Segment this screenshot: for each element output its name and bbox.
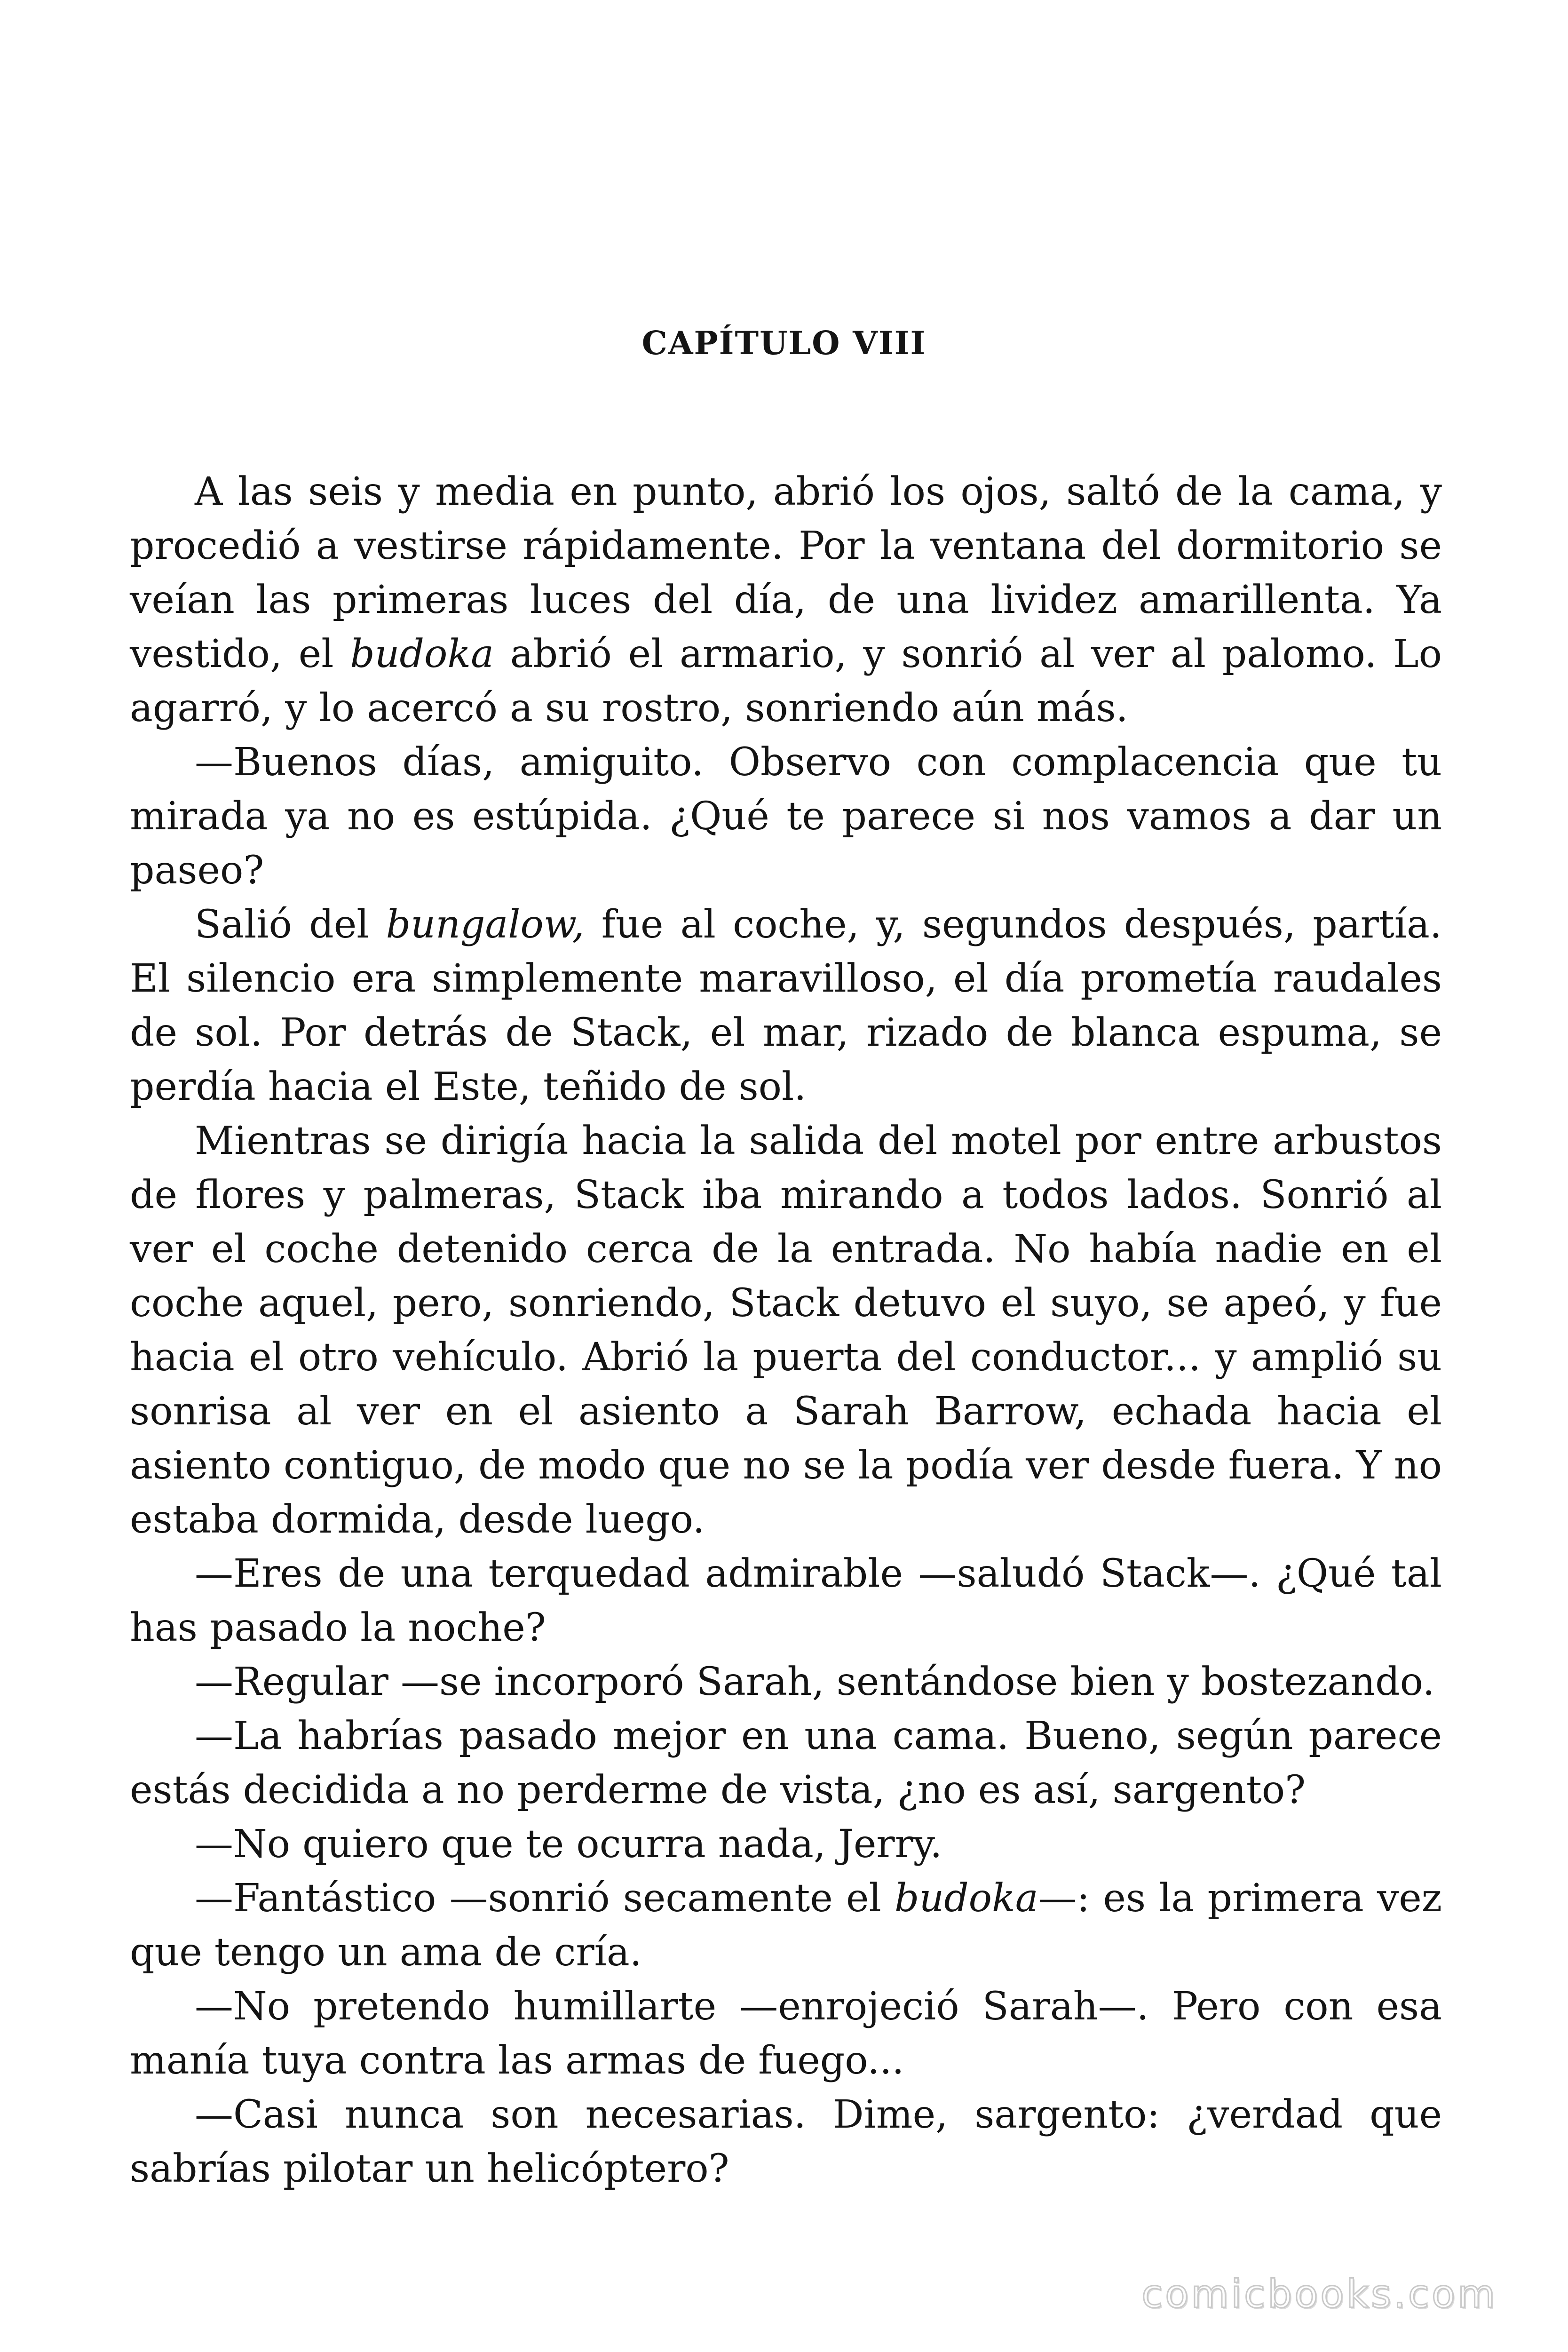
paragraph: —No quiero que te ocurra nada, Jerry.	[195, 1822, 942, 1867]
chapter-body	[130, 465, 1442, 2196]
paragraph: —Casi nunca son necesarias. Dime, sargento: ¿verdad que sabrías pilotar un helicóptero?	[130, 2092, 1442, 2191]
chapter-title: CAPÍTULO VIII	[641, 325, 927, 362]
paragraph: Salió del bungalow, fue al coche, y, segundos después, partía. El silencio era simplemente maravilloso, el día prometía raudales de sol. Por detrás de Stack, el mar, rizado de blanca espuma, se perdía hacia el Este, teñido de sol.	[130, 902, 1442, 1109]
paragraph: —Buenos días, amiguito. Observo con complacencia que tu mirada ya no es estúpida. ¿Qué te parece si nos vamos a dar un paseo?	[130, 740, 1442, 893]
paragraph: A las seis y media en punto, abrió los ojos, saltó de la cama, y procedió a vestirse rápidamente. Por la ventana del dormitorio se veían las primeras luces del día, de una lividez amarillenta. Ya vestido, el budoka abrió el armario, y sonrió al ver al palomo. Lo agarró, y lo acercó a su rostro, sonriendo aún más.	[130, 469, 1442, 731]
watermark: comicbooks.com	[1141, 2272, 1497, 2317]
paragraph: —Eres de una terquedad admirable —saludó Stack—. ¿Qué tal has pasado la noche?	[130, 1551, 1442, 1650]
paragraph: —Regular —se incorporó Sarah, sentándose bien y bostezando.	[195, 1660, 1435, 1704]
paragraph: —La habrías pasado mejor en una cama. Bueno, según parece estás decidida a no perderme de vista, ¿no es así, sargento?	[130, 1714, 1442, 1812]
paragraph: —No pretendo humillarte —enrojeció Sarah—. Pero con esa manía tuya contra las armas de fuego...	[130, 1984, 1442, 2083]
paragraph: Mientras se dirigía hacia la salida del motel por entre arbustos de flores y palmeras, Stack iba mirando a todos lados. Sonrió al ver el coche detenido cerca de la entrada. No había nadie en el coche aquel, pero, sonriendo, Stack detuvo el suyo, se apeó, y fue hacia el otro vehículo. Abrió la puerta del conductor... y amplió su sonrisa al ver en el asiento a Sarah Barrow, echada hacia el asiento contiguo, de modo que no se la podía ver desde fuera. Y no estaba dormida, desde luego.	[130, 1119, 1442, 1542]
paragraph: —Fantástico —sonrió secamente el budoka—: es la primera vez que tengo un ama de cría.	[130, 1876, 1442, 1975]
